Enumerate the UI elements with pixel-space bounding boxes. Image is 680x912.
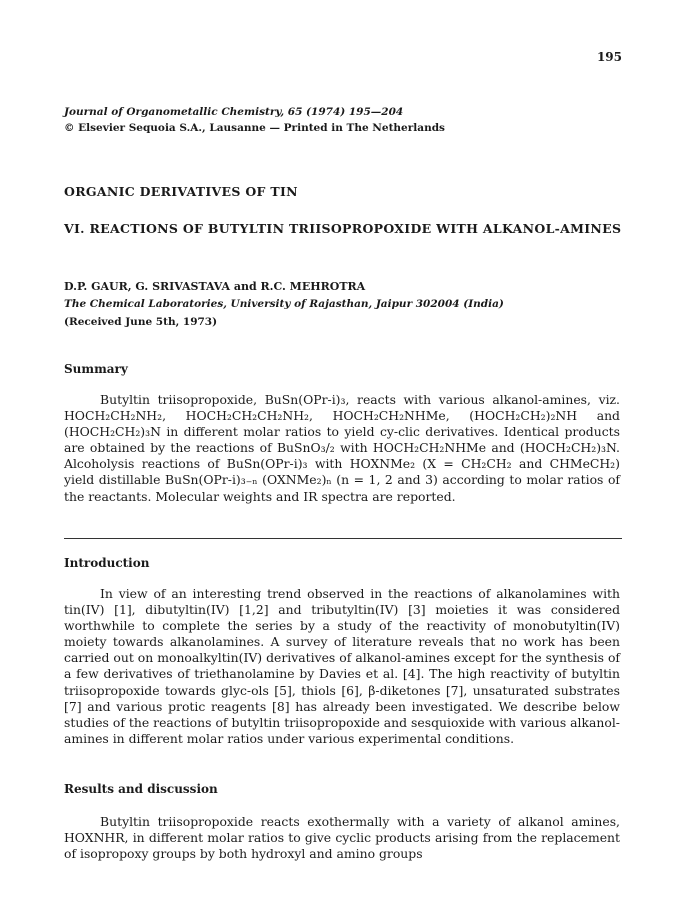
article-title: VI. REACTIONS OF BUTYLTIN TRIISOPROPOXIDE WITH ALKANOL-AMINES	[64, 221, 622, 236]
summary-rule	[64, 538, 622, 539]
received-date: (Received June 5th, 1973)	[64, 316, 218, 328]
authors: D.P. GAUR, G. SRIVASTAVA and R.C. MEHROTRA	[64, 280, 366, 293]
journal-header	[64, 104, 445, 136]
results-heading: Results and discussion	[64, 782, 218, 796]
summary-heading: Summary	[64, 362, 128, 376]
introduction-text: In view of an interesting trend observed in the reactions of alkanolamines with tin(IV) [1], dibutyltin(IV) [1,2] and tributyltin(IV) [3] moieties it was considered worthwhile to complete the series by a study of the reactivity of monobutyltin(IV) moiety towards alkanolamines. A survey of literature reveals that no work has been carried out on monoalkyltin(IV) derivatives of alkanol-amines except for the synthesis of a few derivatives of triethanolamine by Davies et al. [4]. The high reactivity of butyltin triisopropoxide towards glyc-ols [5], thiols [6], β-diketones [7], unsaturated substrates [7] and various protic reagents [8] has already been investigated. We describe below studies of the reactions of butyltin triisopropoxide and sesquioxide with various alkanol-amines in different molar ratios under various experimental conditions.	[64, 586, 620, 746]
page-number: 195	[596, 50, 622, 64]
journal-citation: Journal of Organometallic Chemistry, 65 (1974) 195—204	[64, 106, 404, 118]
results-text: Butyltin triisopropoxide reacts exothermally with a variety of alkanol amines, HOXNHR, in different molar ratios to give cyclic products arising from the replacement of isopropoxy groups by both hydroxyl and amino groups	[64, 814, 620, 862]
affiliation: The Chemical Laboratories, University of Rajasthan, Jaipur 302004 (India)	[64, 298, 504, 310]
series-title: ORGANIC DERIVATIVES OF TIN	[64, 184, 298, 199]
introduction-heading: Introduction	[64, 556, 150, 570]
summary-text: Butyltin triisopropoxide, BuSn(OPr-i)₃, reacts with various alkanol-amines, viz. HOCH₂CH₂NH₂, HOCH₂CH₂CH₂NH₂, HOCH₂CH₂NHMe, (HOCH₂CH₂)₂NH and (HOCH₂CH₂)₃N in different molar ratios to yield cy-clic derivatives. Identical products are obtained by the reactions of BuSnO₃/₂ with HOCH₂CH₂NHMe and (HOCH₂CH₂)₃N. Alcoholysis reactions of BuSn(OPr-i)₃ with HOXNMe₂ (X = CH₂CH₂ and CHMeCH₂) yield distillable BuSn(OPr-i)₃₋ₙ (OXNMe₂)ₙ (n = 1, 2 and 3) according to molar ratios of the reactants. Molecular weights and IR spectra are reported.	[64, 392, 620, 504]
publisher-line: © Elsevier Sequoia S.A., Lausanne — Printed in The Netherlands	[64, 122, 445, 134]
